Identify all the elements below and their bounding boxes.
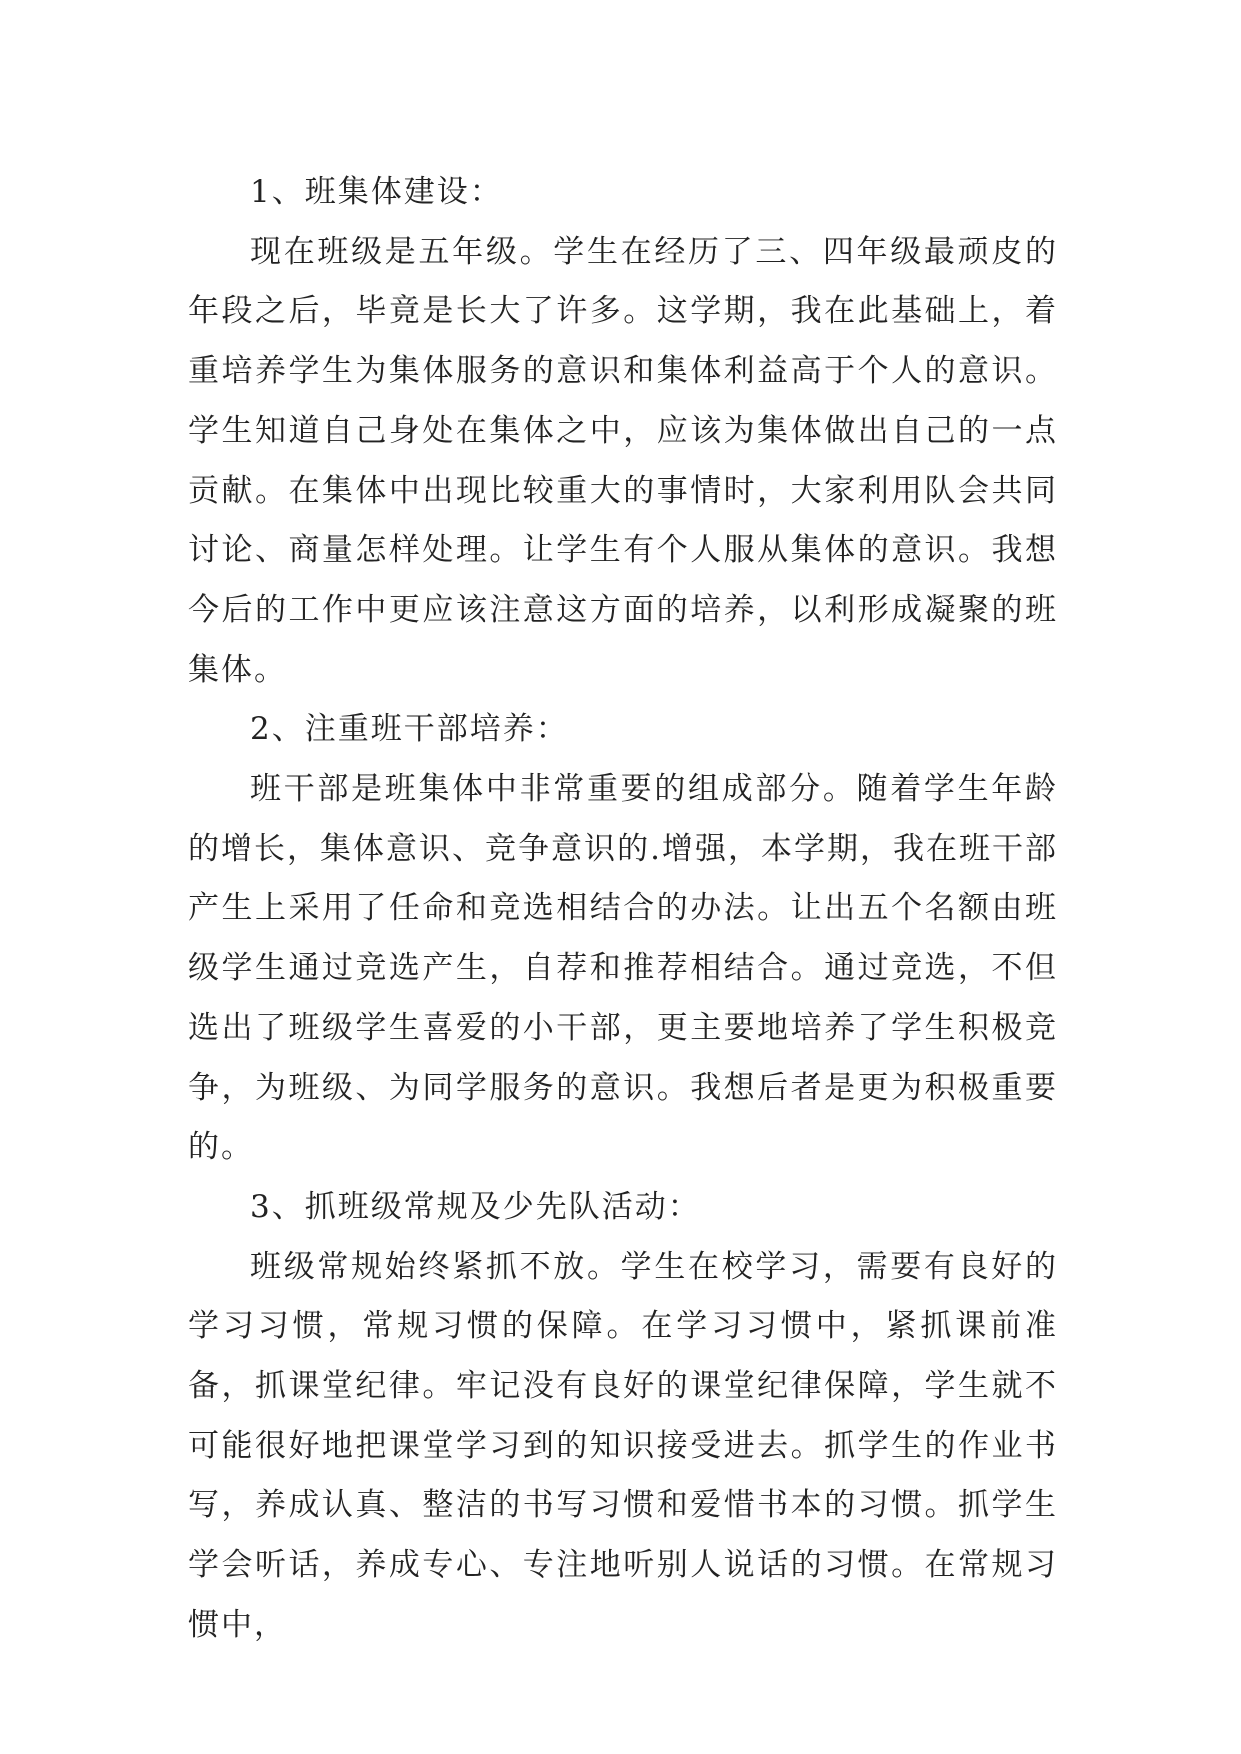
paragraph-class-cadres: 班干部是班集体中非常重要的组成部分。随着学生年龄的增长，集体意识、竞争意识的.增强，本学期，我在班干部产生上采用了任命和竞选相结合的办法。让出五个名额由班级学生通过竞选产生，自荐和推荐相结合。通过竞选，不但选出了班级学生喜爱的小干部，更主要地培养了学生积极竞争，为班级、为同学服务的意识。我想后者是更为积极重要的。 [188, 771, 1058, 1166]
section-heading-class-routine: 3、抓班级常规及少先队活动： [250, 1188, 701, 1225]
section-heading-class-cadres: 2、注重班干部培养： [250, 711, 569, 748]
paragraph-class-routine: 班级常规始终紧抓不放。学生在校学习，需要有良好的学习习惯，常规习惯的保障。在学习习惯中，紧抓课前准备，抓课堂纪律。牢记没有良好的课堂纪律保障，学生就不可能很好地把课堂学习到的知识接受进去。抓学生的作业书写，养成认真、整洁的书写习惯和爱惜书本的习惯。抓学生学会听话，养成专心、专注地听别人说话的习惯。在常规习惯中， [188, 1248, 1058, 1643]
section-heading-class-building: 1、班集体建设： [250, 174, 503, 210]
paragraph-class-building: 现在班级是五年级。学生在经历了三、四年级最顽皮的年段之后，毕竟是长大了许多。这学期，我在此基础上，着重培养学生为集体服务的意识和集体利益高于个人的意识。学生知道自己身处在集体之中，应该为集体做出自己的一点贡献。在集体中出现比较重大的事情时，大家利用队会共同讨论、商量怎样处理。让学生有个人服从集体的意识。我想今后的工作中更应该注意这方面的培养，以利形成凝聚的班集体。 [188, 233, 1058, 688]
document-body [188, 163, 1058, 1656]
